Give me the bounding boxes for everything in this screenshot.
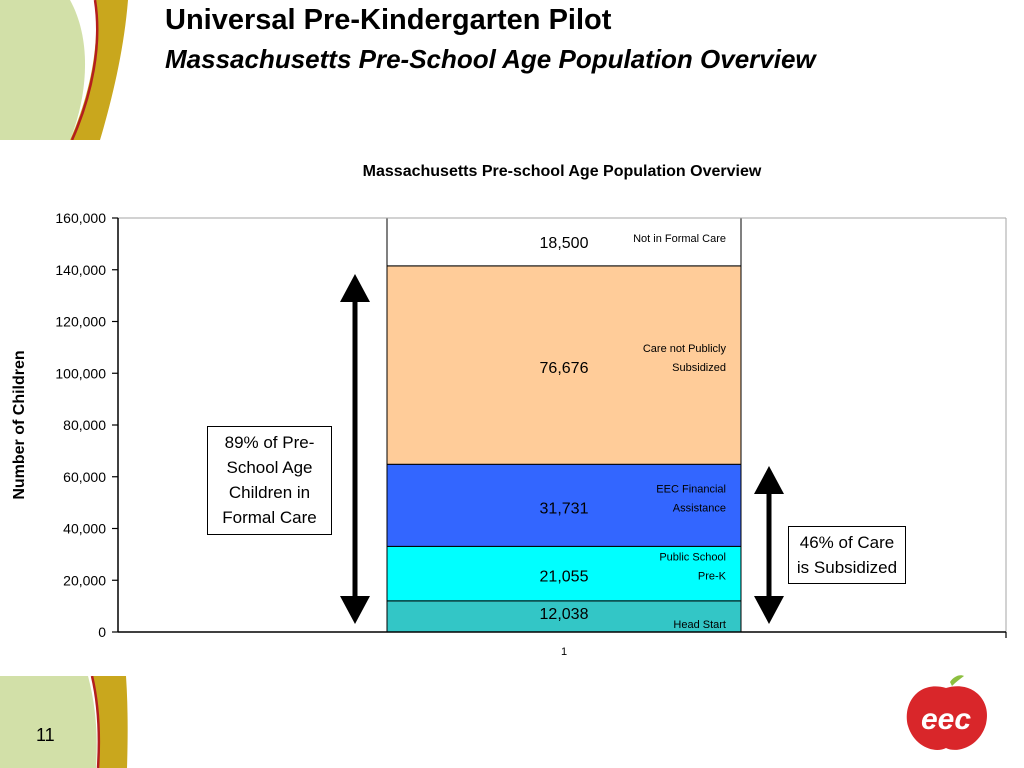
- chart-title: Massachusetts Pre-school Age Population Overview: [362, 163, 762, 180]
- formal-care-arrow-head-down: [340, 596, 370, 624]
- series-label: Head Start: [673, 619, 726, 631]
- data-label: 21,055: [539, 568, 589, 586]
- y-tick-label: 120,000: [55, 313, 106, 330]
- callout-line: is Subsidized: [796, 558, 898, 577]
- y-tick-label: 40,000: [63, 520, 106, 537]
- subsidized-arrow-head-up: [754, 466, 784, 494]
- page-number: 11: [36, 725, 55, 745]
- callout-line: Children in: [228, 483, 311, 502]
- subsidized-callout: [788, 526, 906, 584]
- series-label: Assistance: [672, 502, 726, 515]
- series-label: Public School: [659, 551, 726, 564]
- y-tick-label: 100,000: [55, 365, 106, 382]
- series-label: Pre-K: [697, 570, 726, 583]
- slide-title: Universal Pre-Kindergarten Pilot: [165, 4, 612, 36]
- stacked-bar-chart: [0, 150, 1024, 670]
- callout-line: School Age: [226, 458, 313, 477]
- decorative-stripes-bottom: [0, 676, 140, 768]
- x-tick-label: 1: [560, 646, 568, 658]
- y-tick-label: 160,000: [55, 210, 106, 226]
- formal-care-arrow-head-up: [340, 274, 370, 302]
- series-label: Care not Publicly: [642, 343, 726, 356]
- decorative-stripes-top: [0, 0, 140, 140]
- y-tick-label: 80,000: [63, 417, 106, 433]
- callout-line: 46% of Care: [799, 533, 895, 552]
- slide-subtitle: Massachusetts Pre-School Age Population Overview: [165, 44, 816, 74]
- data-label: 76,676: [539, 360, 589, 378]
- callout-line: Formal Care: [222, 508, 317, 527]
- y-tick-label: 140,000: [55, 261, 106, 278]
- y-axis-label: Number of Children: [11, 350, 28, 500]
- y-tick-label: 60,000: [63, 468, 106, 485]
- data-label: 31,731: [539, 500, 589, 518]
- svg-text:eec: eec: [920, 703, 972, 736]
- data-label: 18,500: [539, 235, 589, 252]
- y-tick-label: 20,000: [63, 572, 106, 589]
- formal-care-callout: [207, 426, 332, 535]
- series-label: Not in Formal Care: [633, 233, 726, 245]
- series-label: EEC Financial: [656, 483, 726, 496]
- data-label: 12,038: [539, 605, 589, 623]
- series-label: Subsidized: [672, 362, 726, 375]
- subsidized-arrow-head-down: [754, 596, 784, 624]
- eec-logo: [900, 674, 992, 754]
- y-tick-label: 0: [98, 624, 106, 640]
- callout-line: 89% of Pre-: [224, 433, 315, 452]
